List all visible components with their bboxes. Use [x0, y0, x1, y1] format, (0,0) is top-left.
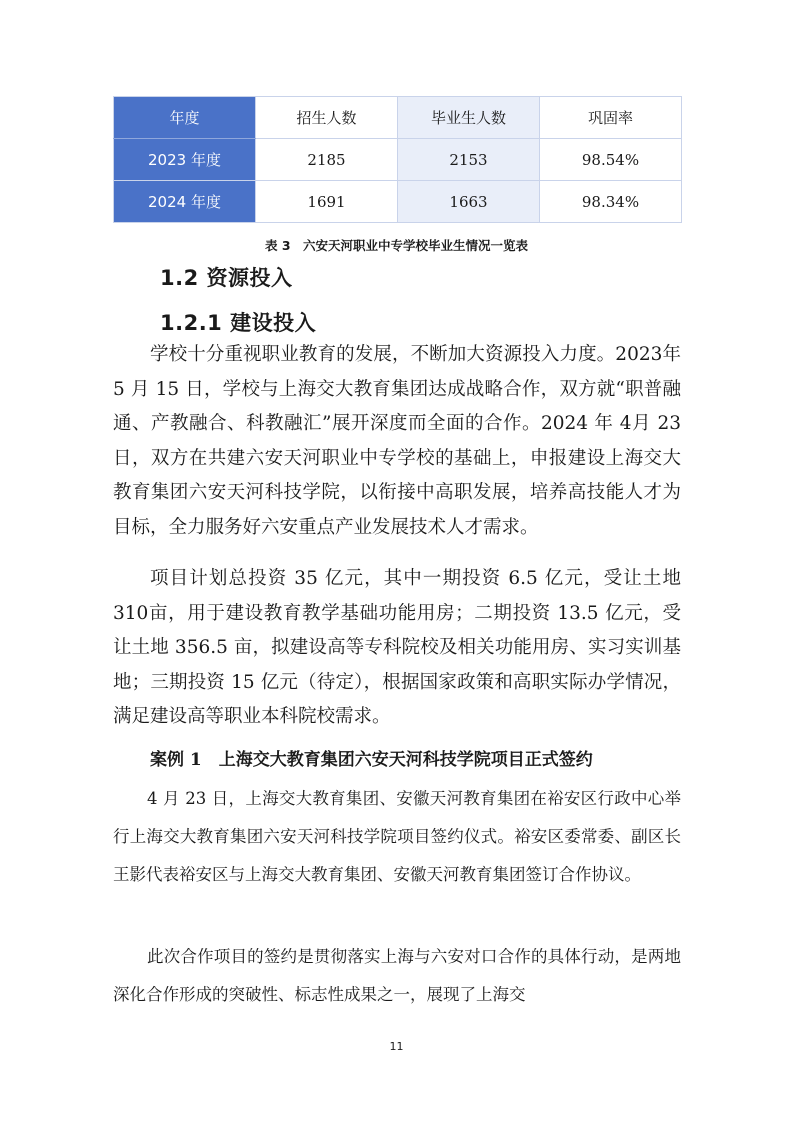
case-title: 案例 1 上海交大教育集团六安天河科技学院项目正式签约 — [150, 750, 593, 770]
table-cell: 2024 年度 — [114, 181, 256, 223]
body-paragraph: 学校十分重视职业教育的发展，不断加大资源投入力度。2023年 5 月 15 日，学校与上海交大教育集团达成战略合作，双方就“职普融通、产教融合、科教融汇”展开深度而全面的合作。2024 年 4月 23 日，双方在共建六安天河职业中专学校的基础上，申报建设上海交大教育集团六安天河科技学院，以衔接中高职发展，培养高技能人才为目标，全力服务好六安重点产业发展技术人才需求。 — [113, 344, 681, 538]
table-header-cell: 招生人数 — [256, 97, 398, 139]
table-header-cell: 巩固率 — [540, 97, 682, 139]
table-cell: 98.54% — [540, 139, 682, 181]
table-row — [114, 181, 682, 223]
case-paragraph: 此次合作项目的签约是贯彻落实上海与六安对口合作的具体行动，是两地深化合作形成的突破性、标志性成果之一，展现了上海交 — [113, 947, 681, 1004]
table-header-cell: 年度 — [114, 97, 256, 139]
body-paragraph: 项目计划总投资 35 亿元，其中一期投资 6.5 亿元，受让土地 310亩，用于建设教育教学基础功能用房；二期投资 13.5 亿元，受让土地 356.5 亩，拟建设高等专科院校及相关功能用房、实习实训基地；三期投资 15 亿元（待定），根据国家政策和高职实际办学情况，满足建设高等职业本科院校需求。 — [113, 568, 681, 727]
table-header-cell: 毕业生人数 — [398, 97, 540, 139]
table-cell: 2185 — [256, 139, 398, 181]
table-header-row — [114, 97, 682, 139]
case-paragraph: 4 月 23 日，上海交大教育集团、安徽天河教育集团在裕安区行政中心举行上海交大教育集团六安天河科技学院项目签约仪式。裕安区委常委、副区长王影代表裕安区与上海交大教育集团、安徽天河教育集团签订合作协议。 — [113, 789, 681, 884]
section-heading: 1.2 资源投入 — [160, 266, 293, 290]
graduate-stats-table — [113, 96, 682, 223]
subsection-heading: 1.2.1 建设投入 — [160, 311, 317, 335]
table-row — [114, 139, 682, 181]
page-number: 11 — [389, 1040, 404, 1053]
table-cell: 98.34% — [540, 181, 682, 223]
table-cell: 2153 — [398, 139, 540, 181]
table-caption: 表 3 六安天河职业中专学校毕业生情况一览表 — [264, 238, 529, 253]
table-cell: 2023 年度 — [114, 139, 256, 181]
table-cell: 1663 — [398, 181, 540, 223]
table-cell: 1691 — [256, 181, 398, 223]
